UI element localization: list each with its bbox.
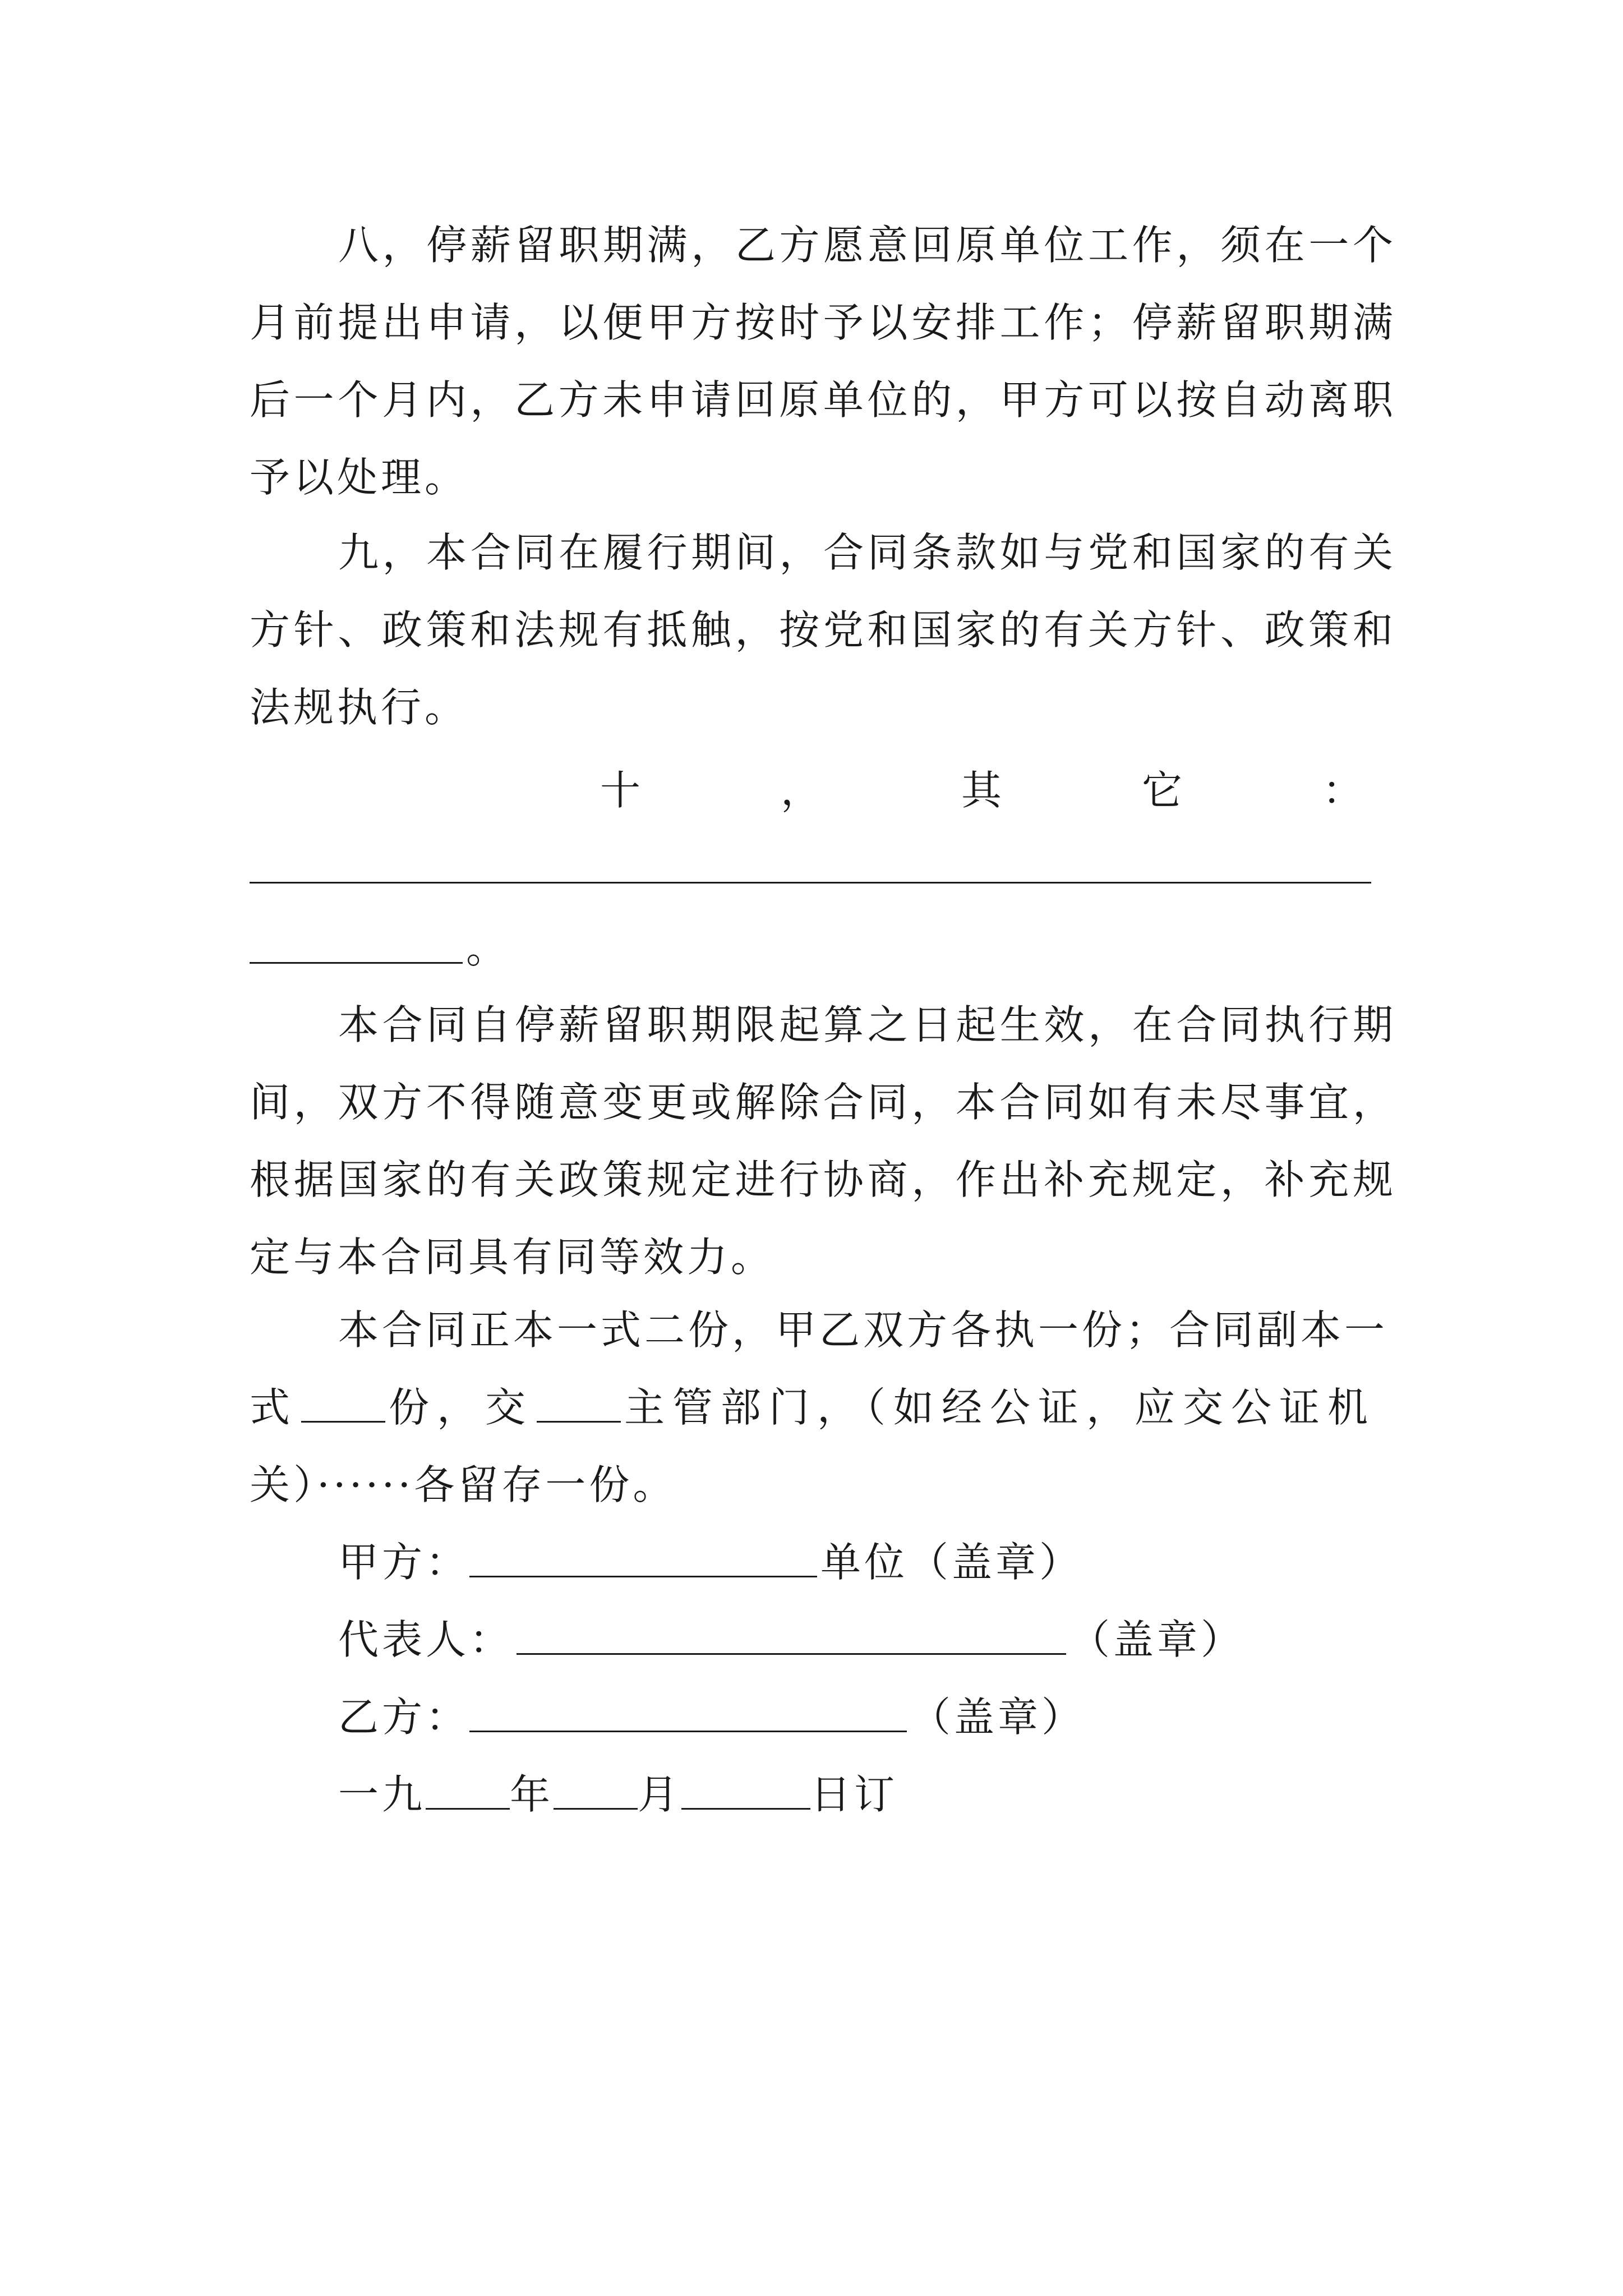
- clause-10-char: ：: [1322, 767, 1363, 814]
- date-prefix: 一九: [338, 1771, 426, 1818]
- copies-line-2: [250, 1369, 1376, 1446]
- copies-count-blank: [301, 1384, 385, 1423]
- clause-10-end-line: [250, 910, 510, 987]
- copies-text-c: 主管部门，（如经公证，应交公证机: [624, 1384, 1376, 1431]
- copies-text-a: 式: [250, 1384, 298, 1431]
- party-b-suffix: （盖章）: [910, 1694, 1086, 1741]
- date-year-blank[interactable]: [426, 1771, 510, 1810]
- representative-suffix: （盖章）: [1069, 1616, 1245, 1663]
- clause-8: 八，停薪留职期满，乙方愿意回原单位工作，须在一个月前提出申请，以便甲方按时予以安排工作；停薪留职期满后一个月内，乙方未申请回原单位的，甲方可以按自动离职予以处理。: [250, 222, 1396, 501]
- party-a-suffix: 单位（盖章）: [820, 1539, 1083, 1586]
- clause-10-char: ，: [780, 767, 821, 814]
- date-line: [338, 1756, 898, 1833]
- copies-line-1: 本合同正本一式二份，甲乙双方各执一份；合同副本一: [338, 1306, 1389, 1354]
- clause-10-end-mark: 。: [466, 925, 510, 972]
- date-day-label: 日订: [810, 1771, 898, 1818]
- date-day-blank[interactable]: [681, 1771, 810, 1810]
- date-year-label: 年: [510, 1771, 554, 1818]
- party-a-blank[interactable]: [469, 1539, 817, 1577]
- clause-10-char: 十: [600, 767, 641, 814]
- copies-line-3: 关）······各留存一份。: [250, 1461, 677, 1508]
- representative-blank[interactable]: [517, 1616, 1066, 1655]
- representative-line: [338, 1601, 1244, 1678]
- party-b-line: [338, 1678, 1085, 1756]
- copies-text-b: 份，交: [389, 1384, 534, 1431]
- party-a-line: [338, 1524, 1083, 1601]
- clause-10-blank-short: [250, 925, 463, 964]
- party-b-blank[interactable]: [469, 1694, 907, 1732]
- clause-9: 九，本合同在履行期间，合同条款如与党和国家的有关方针、政策和法规有抵触，按党和国家的有关方针、政策和法规执行。: [250, 529, 1396, 731]
- party-a-label: 甲方：: [338, 1539, 470, 1586]
- authority-blank: [537, 1384, 621, 1423]
- clause-10-blank-line: [250, 882, 1371, 884]
- effect-paragraph: 本合同自停薪留职期限起算之日起生效，在合同执行期间，双方不得随意变更或解除合同，本合同如有未尽事宜，根据国家的有关政策规定进行协商，作出补充规定，补充规定与本合同具有同等效力。: [250, 1001, 1396, 1281]
- representative-label: 代表人：: [338, 1616, 514, 1663]
- clause-10-heading: [600, 752, 1363, 829]
- date-month-label: 月: [638, 1771, 682, 1818]
- clause-10-char: 它: [1141, 767, 1182, 814]
- clause-10-char: 其: [961, 767, 1002, 814]
- party-b-label: 乙方：: [338, 1694, 470, 1741]
- date-month-blank[interactable]: [554, 1771, 638, 1810]
